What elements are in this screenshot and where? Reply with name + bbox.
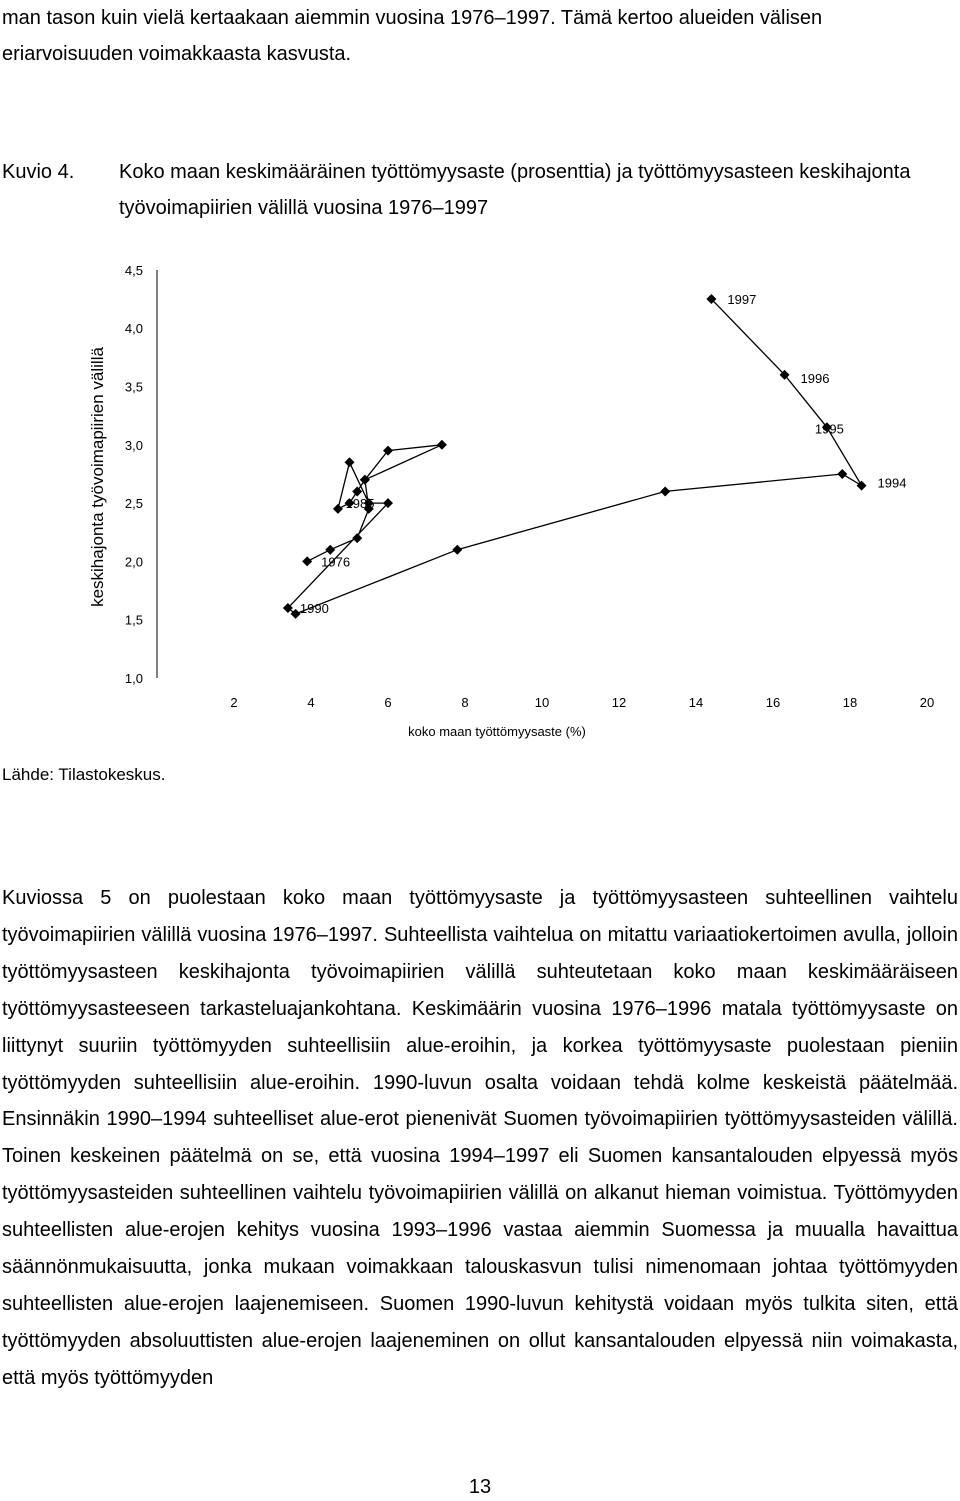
source-note: Lähde: Tilastokeskus. <box>2 765 166 784</box>
point-label-1985: 1985 <box>345 496 375 512</box>
y-axis-title: keskihajonta työvoimapiirien välillä <box>88 347 107 607</box>
x-tick-label: 8 <box>461 695 469 710</box>
plot-area <box>125 263 934 710</box>
y-tick-label: 2,0 <box>124 554 143 570</box>
y-tick-label: 3,0 <box>124 437 143 453</box>
point-label-1994: 1994 <box>877 475 907 491</box>
series-line <box>288 299 862 617</box>
page-number: 13 <box>468 1476 492 1498</box>
y-tick-label: 3,5 <box>124 379 143 395</box>
x-tick-label: 6 <box>384 695 392 710</box>
x-tick-label: 10 <box>534 695 550 710</box>
point-label-1990: 1990 <box>299 601 329 617</box>
x-tick-label: 4 <box>307 695 315 710</box>
y-tick-label: 1,0 <box>124 671 143 686</box>
intro-paragraph: man tason kuin vielä kertaakaan aiemmin vuosina 1976–1997. Tämä kertoo alueiden välisen eriarvoisuuden voimakkaasta kasvusta. <box>2 7 823 65</box>
x-axis-title: koko maan työttömyysaste (%) <box>408 724 586 739</box>
y-tick-label: 2,5 <box>124 496 143 512</box>
data-point <box>437 440 447 450</box>
data-point <box>302 556 312 566</box>
point-label-1996: 1996 <box>800 370 830 386</box>
data-point <box>333 504 343 514</box>
y-tick-label: 1,5 <box>124 612 143 628</box>
x-axis-ticks <box>230 695 934 710</box>
x-tick-label: 14 <box>688 695 704 710</box>
data-point <box>352 486 362 496</box>
data-point <box>452 545 462 555</box>
x-tick-label: 2 <box>230 695 238 710</box>
x-tick-label: 20 <box>919 695 935 710</box>
data-point <box>325 545 335 555</box>
figure-label: Kuvio 4. <box>2 161 75 183</box>
x-tick-label: 18 <box>842 695 858 710</box>
data-series <box>283 294 867 619</box>
data-point <box>837 469 847 479</box>
data-point <box>352 533 362 543</box>
y-tick-label: 4,5 <box>124 262 143 278</box>
data-point <box>660 486 670 496</box>
body-paragraph: Kuviossa 5 on puolestaan koko maan työttömyysaste ja työttömyysasteen suhteellinen vaihtelu työvoimapiirien välillä vuosina 1976–1997. Suhteellista vaihtelua on mitattu variaatiokertoimen avulla, jolloin työttömyysasteen keskihajonta työvoimapiirien välillä suhteutetaan koko maan keskimääräiseen työttömyysasteeseen tarkasteluajankohtana. Keskimäärin vuosina 1976–1996 matala työttömyysaste on liittynyt suuriin työttömyyden suhteellisiin alue-eroihin, ja korkea työttömyysaste puolestaan pieniin työttömyyden suhteellisiin alue-eroihin. 1990-luvun osalta voidaan tehdä kolme keskeistä päätelmää. Ensinnäkin 1990–1994 suhteelliset alue-erot pienenivät Suomen työvoimapiirien työttömyysasteiden välillä. Toinen keskeinen päätelmä on se, että vuosina 1994–1997 eli Suomen kansantalouden elpyessä myös työttömyysasteiden suhteellinen vaihtelu työvoimapiirien välillä on alkanut hieman voimistua. Työttömyyden suhteellisten alue-erojen kehitys vuosina 1993–1996 vastaa aiemmin Suomessa ja muualla havaittua säännönmukaisuutta, jonka mukaan voimakkaan talouskasvun tulisi nimenomaan johtaa työttömyyden suhteellisten alue-erojen laajenemiseen. Suomen 1990-luvun kehitystä voidaan myös tulkita siten, että työttömyyden absoluuttisten alue-erojen laajeneminen on ollut kansantalouden elpyessä niin voimakasta, että myös työttömyyden <box>2 887 958 1389</box>
point-labels <box>300 292 907 616</box>
data-point <box>345 457 355 467</box>
data-point <box>857 481 867 491</box>
scatter-chart <box>0 255 960 760</box>
figure-caption: Koko maan keskimääräinen työttömyysaste (prosenttia) ja työttömyysasteen keskihajonta työvoimapiirien välillä vuosina 1976–1997 <box>119 161 911 219</box>
point-label-1997: 1997 <box>727 292 757 308</box>
y-tick-label: 4,0 <box>124 321 143 337</box>
x-tick-label: 12 <box>611 695 627 710</box>
y-axis-ticks <box>125 263 143 686</box>
x-tick-label: 16 <box>765 695 781 710</box>
point-label-1976: 1976 <box>321 554 351 570</box>
point-label-1995: 1995 <box>814 421 844 437</box>
